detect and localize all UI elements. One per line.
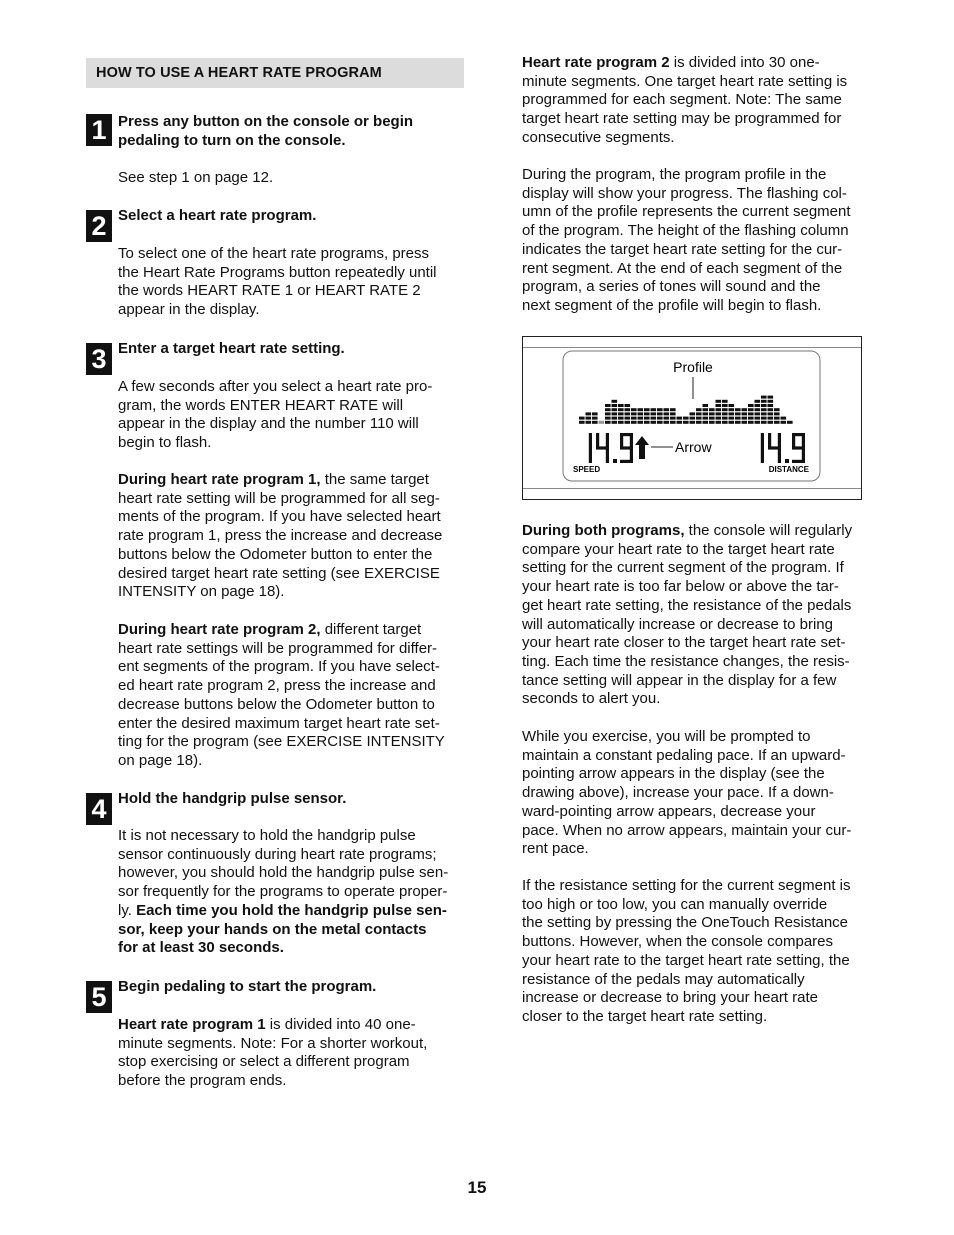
- lcd-decimal-point: [613, 459, 617, 463]
- profile-cell: [651, 421, 657, 424]
- profile-cell: [722, 417, 728, 420]
- up-arrow-icon: [635, 436, 649, 459]
- profile-cell: [748, 412, 754, 415]
- profile-cell: [716, 400, 722, 403]
- step-3-title: Enter a target heart rate setting.: [118, 340, 345, 357]
- profile-cell: [631, 417, 637, 420]
- lcd-segment: [620, 446, 633, 449]
- profile-column: [768, 396, 774, 424]
- lcd-segment: [792, 433, 795, 448]
- profile-cell: [664, 417, 670, 420]
- profile-cell: [638, 417, 644, 420]
- speed-readout: [589, 433, 633, 463]
- profile-cell: [703, 404, 709, 407]
- profile-cell: [755, 404, 761, 407]
- profile-column: [612, 400, 618, 424]
- profile-column: [683, 417, 689, 424]
- profile-cell: [657, 412, 663, 415]
- step-5-title: Begin pedaling to start the program.: [118, 978, 377, 995]
- profile-cell: [722, 404, 728, 407]
- profile-cell: [781, 421, 787, 424]
- profile-cell: [638, 421, 644, 424]
- lcd-segment: [620, 460, 633, 463]
- lcd-segment: [761, 433, 764, 448]
- profile-cell: [774, 412, 780, 415]
- profile-column: [579, 417, 585, 424]
- profile-cell: [612, 412, 618, 415]
- hr-program-1-paragraph: During heart rate program 1, the same target heart rate setting will be programmed for all seg- ments of the program. If you have selected heart rate program 1, press the increase and decrease buttons below the Odometer button to enter the desired target heart rate setting (see EXERCISE INTENSITY on page 18).: [118, 471, 443, 601]
- profile-cell: [599, 421, 605, 424]
- profile-cell: [618, 421, 624, 424]
- profile-cell: [787, 421, 793, 424]
- lcd-display: [523, 337, 861, 499]
- profile-cell: [716, 417, 722, 420]
- pedaling-pace-paragraph: While you exercise, you will be prompted to maintain a constant pedaling pace. If an upward- pointing arrow appears in the display (see the drawing above), increase your pace. If a down- ward-pointing arrow appears, decrease your pace. When no arrow appears, maintain your cur- rent pace.: [522, 728, 852, 858]
- profile-column: [709, 408, 715, 424]
- profile-column: [696, 408, 702, 424]
- profile-cell: [742, 421, 748, 424]
- program-progress-paragraph: During the program, the program profile in the display will show your progress. The flashing col- umn of the profile represents the current segment of the program. The height of the flashing column indicates the target heart rate setting for the cur- rent segment. At the end of each segment of the program, a series of tones will sound and the next segment of the profile will begin to flash.: [522, 166, 851, 314]
- profile-column: [599, 421, 605, 424]
- lcd-segment: [778, 433, 781, 448]
- profile-cell: [781, 417, 787, 420]
- profile-cell: [716, 404, 722, 407]
- profile-column: [586, 412, 592, 423]
- hr-program-2-paragraph: During heart rate program 2, different target heart rate settings will be programmed for differ- ent segments of the program. If you have select- ed heart rate program 2, press the increase and decrease buttons below the Odometer button to enter the desired maximum target heart rate set- ting for the program (see EXERCISE INTENSITY on page 18).: [118, 621, 445, 769]
- lcd-segment: [620, 433, 623, 448]
- profile-label: Profile: [673, 359, 713, 375]
- profile-cell: [703, 417, 709, 420]
- profile-column: [781, 417, 787, 424]
- profile-cell: [612, 400, 618, 403]
- lcd-digit: [596, 433, 609, 463]
- profile-cell: [644, 421, 650, 424]
- step-1-title: Press any button on the console or begin pedaling to turn on the console.: [118, 113, 414, 149]
- profile-cell: [625, 417, 631, 420]
- profile-cell: [670, 412, 676, 415]
- profile-cell: [586, 417, 592, 420]
- arrow-label: Arrow: [675, 439, 712, 455]
- profile-cell: [612, 404, 618, 407]
- profile-cell: [748, 404, 754, 407]
- step-4-body: It is not necessary to hold the handgrip pulse sensor continuously during heart rate programs; however, you should hold the handgrip pulse sen- sor frequently for the programs to operate proper- ly. Each time you hold the handgrip pulse sen- sor, keep your hands on the metal contacts for at least 30 seconds.: [118, 827, 449, 957]
- profile-cell: [612, 408, 618, 411]
- profile-cell: [768, 404, 774, 407]
- profile-column: [605, 404, 611, 424]
- profile-cell: [768, 400, 774, 403]
- profile-cell: [742, 412, 748, 415]
- lcd-decimal-point: [785, 459, 789, 463]
- profile-cell: [761, 412, 767, 415]
- profile-cell: [748, 417, 754, 420]
- profile-cell: [677, 421, 683, 424]
- console-display-drawing: [522, 336, 862, 500]
- profile-cell: [709, 412, 715, 415]
- profile-cell: [735, 417, 741, 420]
- profile-cell: [586, 412, 592, 415]
- profile-cell: [755, 417, 761, 420]
- profile-cell: [735, 421, 741, 424]
- lcd-digit: [761, 433, 764, 463]
- section-heading: HOW TO USE A HEART RATE PROGRAM: [96, 65, 382, 81]
- profile-cell: [768, 421, 774, 424]
- step-3-body: A few seconds after you select a heart rate pro- gram, the words ENTER HEART RATE will appear in the display and the number 110 will begin to flash.: [118, 378, 433, 452]
- lcd-segment: [589, 448, 592, 463]
- profile-column: [722, 400, 728, 424]
- profile-cell: [735, 408, 741, 411]
- profile-cell: [768, 408, 774, 411]
- profile-column: [677, 417, 683, 424]
- profile-cell: [729, 412, 735, 415]
- profile-cell: [612, 421, 618, 424]
- lcd-segment: [606, 448, 609, 463]
- lcd-segment: [596, 433, 599, 448]
- profile-column: [664, 408, 670, 424]
- profile-cell: [664, 412, 670, 415]
- profile-cell: [716, 408, 722, 411]
- profile-cell: [625, 408, 631, 411]
- profile-cell: [657, 417, 663, 420]
- profile-cell: [683, 417, 689, 420]
- lcd-digit: [768, 433, 781, 463]
- profile-cell: [768, 412, 774, 415]
- profile-cell: [579, 421, 585, 424]
- profile-cell: [722, 400, 728, 403]
- profile-cell: [761, 417, 767, 420]
- profile-column: [670, 408, 676, 424]
- lcd-segment: [589, 433, 592, 448]
- profile-cell: [755, 408, 761, 411]
- lcd-segment: [768, 433, 771, 448]
- profile-column: [618, 404, 624, 424]
- profile-cell: [638, 408, 644, 411]
- profile-cell: [755, 421, 761, 424]
- hr-program-2-description: Heart rate program 2 is divided into 30 one- minute segments. One target heart rate setting is programmed for each segment. Note: The same target heart rate setting may be programmed for consecutive segments.: [522, 54, 848, 146]
- profile-column: [631, 408, 637, 424]
- profile-cell: [729, 408, 735, 411]
- profile-cell: [618, 404, 624, 407]
- profile-cell: [709, 417, 715, 420]
- profile-cell: [625, 421, 631, 424]
- profile-cell: [657, 408, 663, 411]
- profile-cell: [579, 417, 585, 420]
- profile-cell: [748, 421, 754, 424]
- profile-cell: [742, 408, 748, 411]
- profile-cell: [605, 404, 611, 407]
- profile-cell: [761, 396, 767, 399]
- profile-cell: [612, 417, 618, 420]
- profile-cell: [735, 412, 741, 415]
- lcd-digit: [792, 433, 805, 463]
- profile-column: [742, 408, 748, 424]
- profile-cell: [729, 417, 735, 420]
- profile-cell: [761, 421, 767, 424]
- profile-cell: [664, 421, 670, 424]
- distance-readout: [761, 433, 805, 463]
- profile-cell: [722, 421, 728, 424]
- profile-cell: [592, 417, 598, 420]
- step-2-title: Select a heart rate program.: [118, 207, 317, 224]
- lcd-segment: [792, 446, 805, 449]
- lcd-segment: [606, 433, 609, 448]
- lcd-segment: [792, 460, 805, 463]
- profile-cell: [618, 412, 624, 415]
- lcd-segment: [596, 446, 609, 449]
- profile-cell: [690, 417, 696, 420]
- step-5-body: Heart rate program 1 is divided into 40 one- minute segments. Note: For a shorter workout, stop exercising or select a different program before the program ends.: [118, 1016, 428, 1090]
- profile-cell: [761, 408, 767, 411]
- profile-cell: [651, 417, 657, 420]
- profile-cell: [677, 417, 683, 420]
- lcd-segment: [630, 433, 633, 448]
- profile-column: [787, 421, 793, 424]
- profile-cell: [755, 412, 761, 415]
- profile-cell: [670, 417, 676, 420]
- step-4-title: Hold the handgrip pulse sensor.: [118, 790, 347, 807]
- profile-cell: [631, 421, 637, 424]
- profile-cell: [638, 412, 644, 415]
- profile-cell: [768, 417, 774, 420]
- profile-column: [761, 396, 767, 424]
- profile-cell: [761, 404, 767, 407]
- profile-cell: [690, 421, 696, 424]
- speed-label: SPEED: [573, 465, 601, 474]
- profile-cell: [755, 400, 761, 403]
- step-2-body: To select one of the heart rate programs, press the Heart Rate Programs button repeatedly until the words HEART RATE 1 or HEART RATE 2 appear in the display.: [118, 245, 437, 319]
- lcd-segment: [778, 448, 781, 463]
- profile-column: [729, 404, 735, 424]
- profile-column: [651, 408, 657, 424]
- profile-cell: [722, 408, 728, 411]
- profile-cell: [761, 400, 767, 403]
- section-heading-box: [86, 58, 464, 88]
- profile-cell: [592, 421, 598, 424]
- profile-cell: [631, 408, 637, 411]
- profile-bars: [579, 396, 793, 424]
- profile-cell: [748, 408, 754, 411]
- profile-cell: [742, 417, 748, 420]
- profile-column: [748, 404, 754, 424]
- profile-cell: [683, 421, 689, 424]
- distance-label: DISTANCE: [768, 465, 809, 474]
- profile-cell: [618, 417, 624, 420]
- profile-cell: [768, 396, 774, 399]
- profile-cell: [709, 408, 715, 411]
- step-number-1: 1: [86, 114, 112, 146]
- lcd-segment: [768, 446, 781, 449]
- profile-cell: [696, 412, 702, 415]
- profile-column: [716, 400, 722, 424]
- profile-cell: [774, 408, 780, 411]
- lcd-digit: [589, 433, 592, 463]
- profile-column: [638, 408, 644, 424]
- profile-column: [690, 412, 696, 423]
- profile-cell: [618, 408, 624, 411]
- profile-column: [625, 404, 631, 424]
- profile-cell: [729, 421, 735, 424]
- lcd-segment: [802, 433, 805, 448]
- profile-column: [735, 408, 741, 424]
- profile-column: [644, 408, 650, 424]
- profile-cell: [716, 421, 722, 424]
- profile-cell: [703, 421, 709, 424]
- profile-cell: [644, 412, 650, 415]
- profile-cell: [625, 404, 631, 407]
- resistance-override-paragraph: If the resistance setting for the current segment is too high or too low, you can manually override the setting by pressing the OneTouch Resistance buttons. However, when the console compares your heart rate to the target heart rate setting, the resistance of the pedals may automatically increase or decrease to bring your heart rate closer to the target heart rate setting.: [522, 877, 851, 1025]
- profile-cell: [605, 417, 611, 420]
- profile-cell: [716, 412, 722, 415]
- profile-cell: [592, 412, 598, 415]
- profile-column: [774, 408, 780, 424]
- step-number-2: 2: [86, 210, 112, 242]
- profile-cell: [670, 421, 676, 424]
- profile-cell: [696, 421, 702, 424]
- profile-cell: [631, 412, 637, 415]
- profile-cell: [657, 421, 663, 424]
- profile-cell: [651, 412, 657, 415]
- profile-column: [592, 412, 598, 423]
- profile-cell: [729, 404, 735, 407]
- profile-cell: [709, 421, 715, 424]
- lcd-segment: [761, 448, 764, 463]
- profile-cell: [670, 408, 676, 411]
- profile-cell: [644, 408, 650, 411]
- profile-cell: [605, 412, 611, 415]
- page-number: 15: [467, 1178, 487, 1197]
- profile-cell: [651, 408, 657, 411]
- profile-column: [657, 408, 663, 424]
- profile-cell: [722, 412, 728, 415]
- profile-cell: [644, 417, 650, 420]
- profile-cell: [703, 408, 709, 411]
- profile-cell: [690, 412, 696, 415]
- profile-cell: [774, 421, 780, 424]
- profile-column: [755, 400, 761, 424]
- profile-cell: [696, 417, 702, 420]
- both-programs-paragraph: During both programs, the console will regularly compare your heart rate to the target heart rate setting for the current segment of the program. If your heart rate is too far below or above the tar- get heart rate setting, the resistance of the pedals will automatically increase or decrease to bring your heart rate closer to the target heart rate set- ting. Each time the resistance changes, the resis- tance setting will appear in the display for a few seconds to alert you.: [522, 522, 853, 708]
- step-number-3: 3: [86, 343, 112, 375]
- profile-cell: [774, 417, 780, 420]
- step-1-body: See step 1 on page 12.: [118, 169, 274, 186]
- profile-cell: [664, 408, 670, 411]
- profile-cell: [696, 408, 702, 411]
- step-number-5: 5: [86, 981, 112, 1013]
- profile-cell: [586, 421, 592, 424]
- lcd-digit: [620, 433, 633, 463]
- profile-cell: [605, 421, 611, 424]
- step-number-4: 4: [86, 793, 112, 825]
- profile-cell: [605, 408, 611, 411]
- profile-column: [703, 404, 709, 424]
- profile-cell: [703, 412, 709, 415]
- profile-cell: [625, 412, 631, 415]
